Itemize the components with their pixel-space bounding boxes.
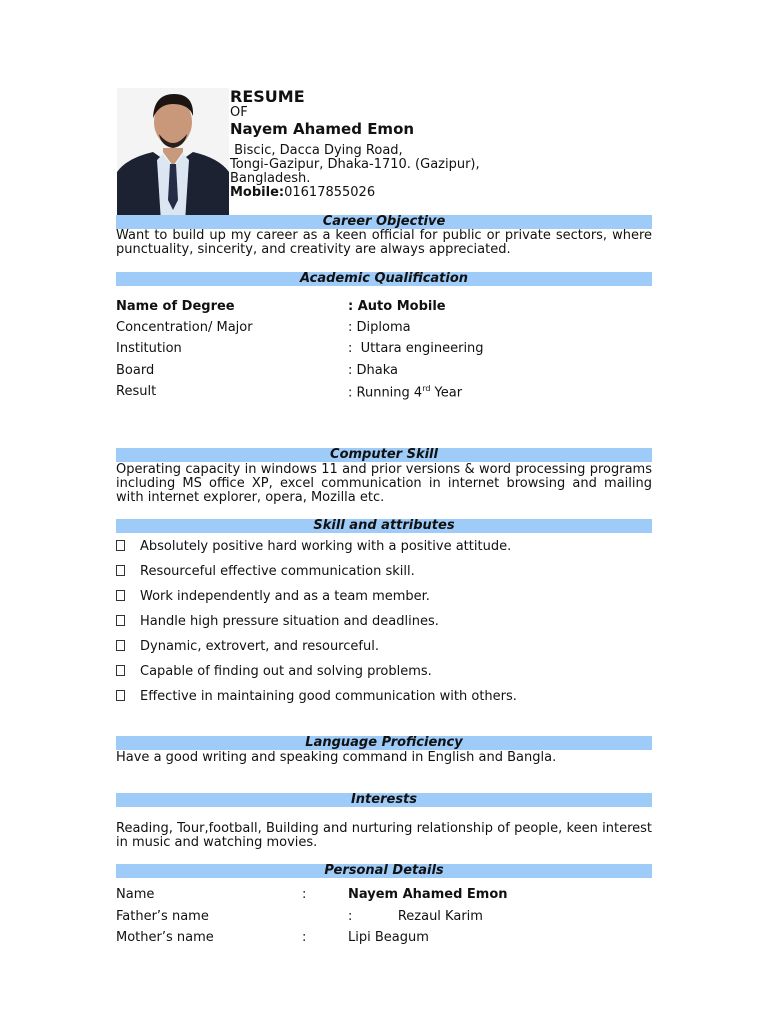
personal-label: Father’s name xyxy=(116,909,209,924)
skill-item xyxy=(116,639,379,654)
skill-item xyxy=(116,664,432,679)
result-value: : Running 4 xyxy=(348,385,423,401)
skill-item-text: Resourceful effective communication skill. xyxy=(140,564,415,579)
checkbox-bullet-icon xyxy=(116,565,125,576)
interests-heading: Interests xyxy=(116,793,652,807)
language-heading: Language Proficiency xyxy=(116,736,652,750)
skill-item xyxy=(116,539,511,554)
language-text: Have a good writing and speaking command in English and Bangla. xyxy=(116,750,557,765)
checkbox-bullet-icon xyxy=(116,615,125,626)
academic-label: Name of Degree xyxy=(116,299,235,314)
personal-label: Name xyxy=(116,887,155,902)
personal-value: Nayem Ahamed Emon xyxy=(348,887,508,902)
skill-item xyxy=(116,614,439,629)
mobile-value: 01617855026 xyxy=(284,185,376,200)
academic-label: Institution xyxy=(116,341,182,356)
personal-value: : Rezaul Karim xyxy=(348,909,483,924)
profile-photo xyxy=(117,88,229,222)
personal-label: Mother’s name xyxy=(116,930,214,945)
result-suffix: Year xyxy=(430,385,463,401)
computer-skill-heading: Computer Skill xyxy=(116,448,652,462)
academic-label: Result xyxy=(116,384,157,399)
academic-row xyxy=(116,341,652,359)
resume-of: OF xyxy=(230,105,248,120)
address-line-1: Biscic, Dacca Dying Road, xyxy=(230,143,403,158)
personal-colon: : xyxy=(302,887,307,902)
academic-row xyxy=(116,363,652,381)
skill-item-text: Handle high pressure situation and deadlines. xyxy=(140,614,439,629)
checkbox-bullet-icon xyxy=(116,640,125,651)
computer-skill-text: Operating capacity in windows 11 and prior versions & word processing programs including MS office XP, excel communication in internet browsing and mailing with internet explorer, opera, Mozilla etc. xyxy=(116,462,652,505)
skill-item xyxy=(116,689,517,704)
academic-value: : Uttara engineering xyxy=(348,341,484,356)
academic-value: : Diploma xyxy=(348,320,411,335)
personal-details-heading: Personal Details xyxy=(116,864,652,878)
academic-label: Board xyxy=(116,363,155,378)
candidate-name: Nayem Ahamed Emon xyxy=(230,120,415,138)
personal-colon: : xyxy=(302,930,307,945)
result-ordinal: rd xyxy=(422,384,431,393)
skills-heading: Skill and attributes xyxy=(116,519,652,533)
address-line-2: Tongi-Gazipur, Dhaka-1710. (Gazipur), xyxy=(230,157,480,172)
checkbox-bullet-icon xyxy=(116,690,125,701)
academic-label: Concentration/ Major xyxy=(116,320,253,335)
checkbox-bullet-icon xyxy=(116,590,125,601)
academic-value: : Dhaka xyxy=(348,363,398,378)
career-objective-text: Want to build up my career as a keen official for public or private sectors, where punctuality, sincerity, and creativity are always appreciated. xyxy=(116,228,652,257)
checkbox-bullet-icon xyxy=(116,540,125,551)
skill-item-text: Work independently and as a team member. xyxy=(140,589,430,604)
mobile-line xyxy=(230,185,375,200)
resume-title: RESUME xyxy=(230,87,305,106)
career-objective-heading: Career Objective xyxy=(116,215,652,229)
personal-value: Lipi Beagum xyxy=(348,930,429,945)
skill-item-text: Dynamic, extrovert, and resourceful. xyxy=(140,639,379,654)
interests-text: Reading, Tour,football, Building and nurturing relationship of people, keen interest in music and watching movies. xyxy=(116,821,652,850)
academic-row xyxy=(116,384,652,402)
skill-item xyxy=(116,589,430,604)
mobile-label: Mobile: xyxy=(230,185,285,200)
skill-item-text: Absolutely positive hard working with a positive attitude. xyxy=(140,539,512,554)
academic-row xyxy=(116,320,652,338)
academic-value: : Auto Mobile xyxy=(348,299,446,314)
academic-qualification-heading: Academic Qualification xyxy=(116,272,652,286)
skill-item xyxy=(116,564,415,579)
skill-item-text: Effective in maintaining good communication with others. xyxy=(140,689,517,704)
academic-row xyxy=(116,299,652,317)
checkbox-bullet-icon xyxy=(116,665,125,676)
address-line-3: Bangladesh. xyxy=(230,171,311,186)
academic-value xyxy=(348,384,462,400)
skill-item-text: Capable of finding out and solving problems. xyxy=(140,664,432,679)
